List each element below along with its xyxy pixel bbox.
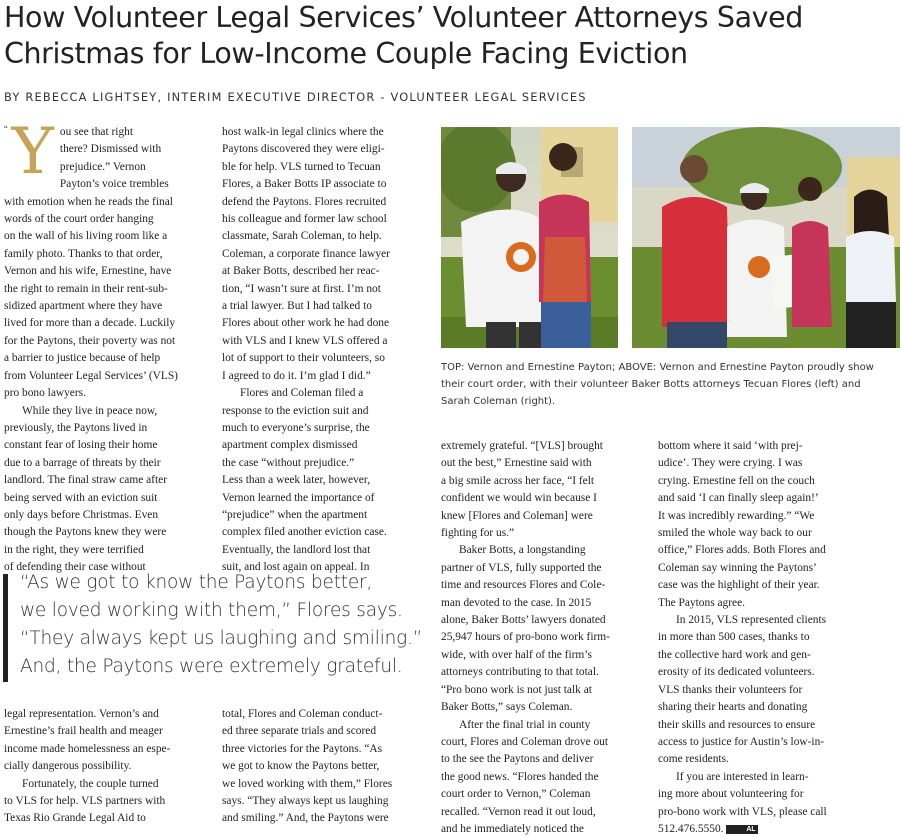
paragraph: Fortunately, the couple turned to VLS for help. VLS partners with Texas Rio Grande Legal Aid to <box>4 776 204 828</box>
opening-quote-mark: “ <box>4 124 8 136</box>
pull-quote-bar <box>3 574 8 682</box>
lede-paragraph: ou see that right there? Dismissed with prejudice.” Vernon Payton’s voice trembles with emotion when he reads the final words of the court order hanging on the wall of his living room like a family photo. Thanks to that order, Vernon and his wife, Ernestine, have the right to remain in their rent-sub- sidized apartment where they have lived for more than a decade. Luckily for the Paytons, their poverty was not a barrier to justice because of help from Volunteer Legal Services’ (VLS) pro bono lawyers. <box>4 126 178 399</box>
drop-cap: Y <box>12 126 54 178</box>
article-title <box>4 0 897 72</box>
column-1-bottom <box>4 706 204 828</box>
photo-caption <box>441 359 891 410</box>
pull-quote-line: we loved working with them,” Flores says. <box>20 597 420 625</box>
pull-quote-line: And, the Paytons were extremely grateful. <box>20 653 420 681</box>
paragraph: Baker Botts, a longstanding partner of VLS, fully supported the time and resources Flores and Cole- man devoted to the case. In 2015 alone, Baker Botts’ lawyers donated 25,947 hours of pro-bono work firm- wide, with over half of the firm’s attorneys contributing to that total. “Pro bono work is not just talk at Baker Botts,” says Coleman. <box>441 542 641 716</box>
photo-group-with-attorneys <box>632 127 900 348</box>
byline: BY REBECCA LIGHTSEY, INTERIM EXECUTIVE DIRECTOR - VOLUNTEER LEGAL SERVICES <box>4 90 897 104</box>
paragraph: If you are interested in learn- ing more about volunteering for pro-bono work with VLS, please call 512.476.5550. <box>658 771 827 835</box>
photo-vernon-ernestine <box>441 127 618 348</box>
column-3 <box>441 438 641 838</box>
paragraph: In 2015, VLS represented clients in more than 500 cases, thanks to the collective hard work and gen- erosity of its dedicated volunteers. VLS thanks their volunteers for sharing their hearts and donating their skills and resources to ensure access to justice for Austin’s low-in- come residents. <box>658 612 888 769</box>
paragraph: total, Flores and Coleman conduct- ed three separate trials and scored three victories for the Paytons. “As we got to know the Paytons better, we loved working with them,” Flores says. “They always kept us laughing and smiling.” And, the Paytons were <box>222 706 422 828</box>
caption-line: Sarah Coleman (right). <box>441 396 555 407</box>
paragraph: While they live in peace now, previously, the Paytons lived in constant fear of losing their home due to a barrage of threats by their landlord. The final straw came after being served with an eviction suit only days before Christmas. Even though the Paytons knew they were in the right, they were terrified of defending their case without <box>4 403 204 577</box>
paragraph: After the final trial in county court, Flores and Coleman drove out to the see the Paytons and deliver the good news. “Flores handed the court order to Vernon,” Coleman recalled. “Vernon read it out loud, and he immediately noticed the <box>441 717 641 838</box>
paragraph: legal representation. Vernon’s and Ernestine’s frail health and meager income made homelessness an espe- cially dangerous possibility. <box>4 706 204 776</box>
pull-quote <box>20 569 420 681</box>
caption-line: their court order, with their volunteer Baker Botts attorneys Tecuan Flores (left) and <box>441 379 861 390</box>
pull-quote-line: “They always kept us laughing and smiling.” <box>20 625 420 653</box>
paragraph: host walk-in legal clinics where the Paytons discovered they were eligi- ble for help. VLS turned to Tecuan Flores, a Baker Botts IP associate to defend the Paytons. Flores recruited his colleague and former law school classmate, Sarah Coleman, to help. Coleman, a corporate finance lawyer at Baker Botts, described her reac- tion, “I wasn’t sure at first. I’m not a trial lawyer. But I had talked to Flores about other work he had done with VLS and I knew VLS offered a lot of support to their volunteers, so I agreed to do it. I’m glad I did.” <box>222 124 422 385</box>
paragraph: bottom where it said ‘with prej- udice’. They were crying. I was crying. Ernestine fell on the couch and said ‘I can finally sleep again!’ It was incredibly rewarding.” “We smiled the whole way back to our office,” Flores adds. Both Flores and Coleman say winning the Paytons’ case was the highlight of their year. The Paytons agree. <box>658 438 888 612</box>
column-4 <box>658 438 888 838</box>
title-line-1: How Volunteer Legal Services’ Volunteer Attorneys Saved <box>4 1 803 34</box>
end-mark-icon: AL <box>726 825 757 834</box>
title-line-2: Christmas for Low-Income Couple Facing Eviction <box>4 37 688 70</box>
column-2-bottom <box>222 706 422 828</box>
pull-quote-line: “As we got to know the Paytons better, <box>20 569 420 597</box>
paragraph: Flores and Coleman filed a response to the eviction suit and much to everyone’s surprise, the apartment complex dismissed the case “without prejudice.” Less than a week later, however, Vernon learned the importance of “prejudice” when the apartment complex filed another eviction case. Eventually, the landlord lost that suit, and lost again on appeal. In <box>222 385 422 576</box>
column-1 <box>4 124 204 577</box>
column-2 <box>222 124 422 577</box>
paragraph: extremely grateful. “[VLS] brought out the best,” Ernestine said with a big smile across her face, “I felt confident we would win because I knew [Flores and Coleman] were fighting for us.” <box>441 438 641 542</box>
caption-line: TOP: Vernon and Ernestine Payton; ABOVE: Vernon and Ernestine Payton proudly show <box>441 362 874 373</box>
